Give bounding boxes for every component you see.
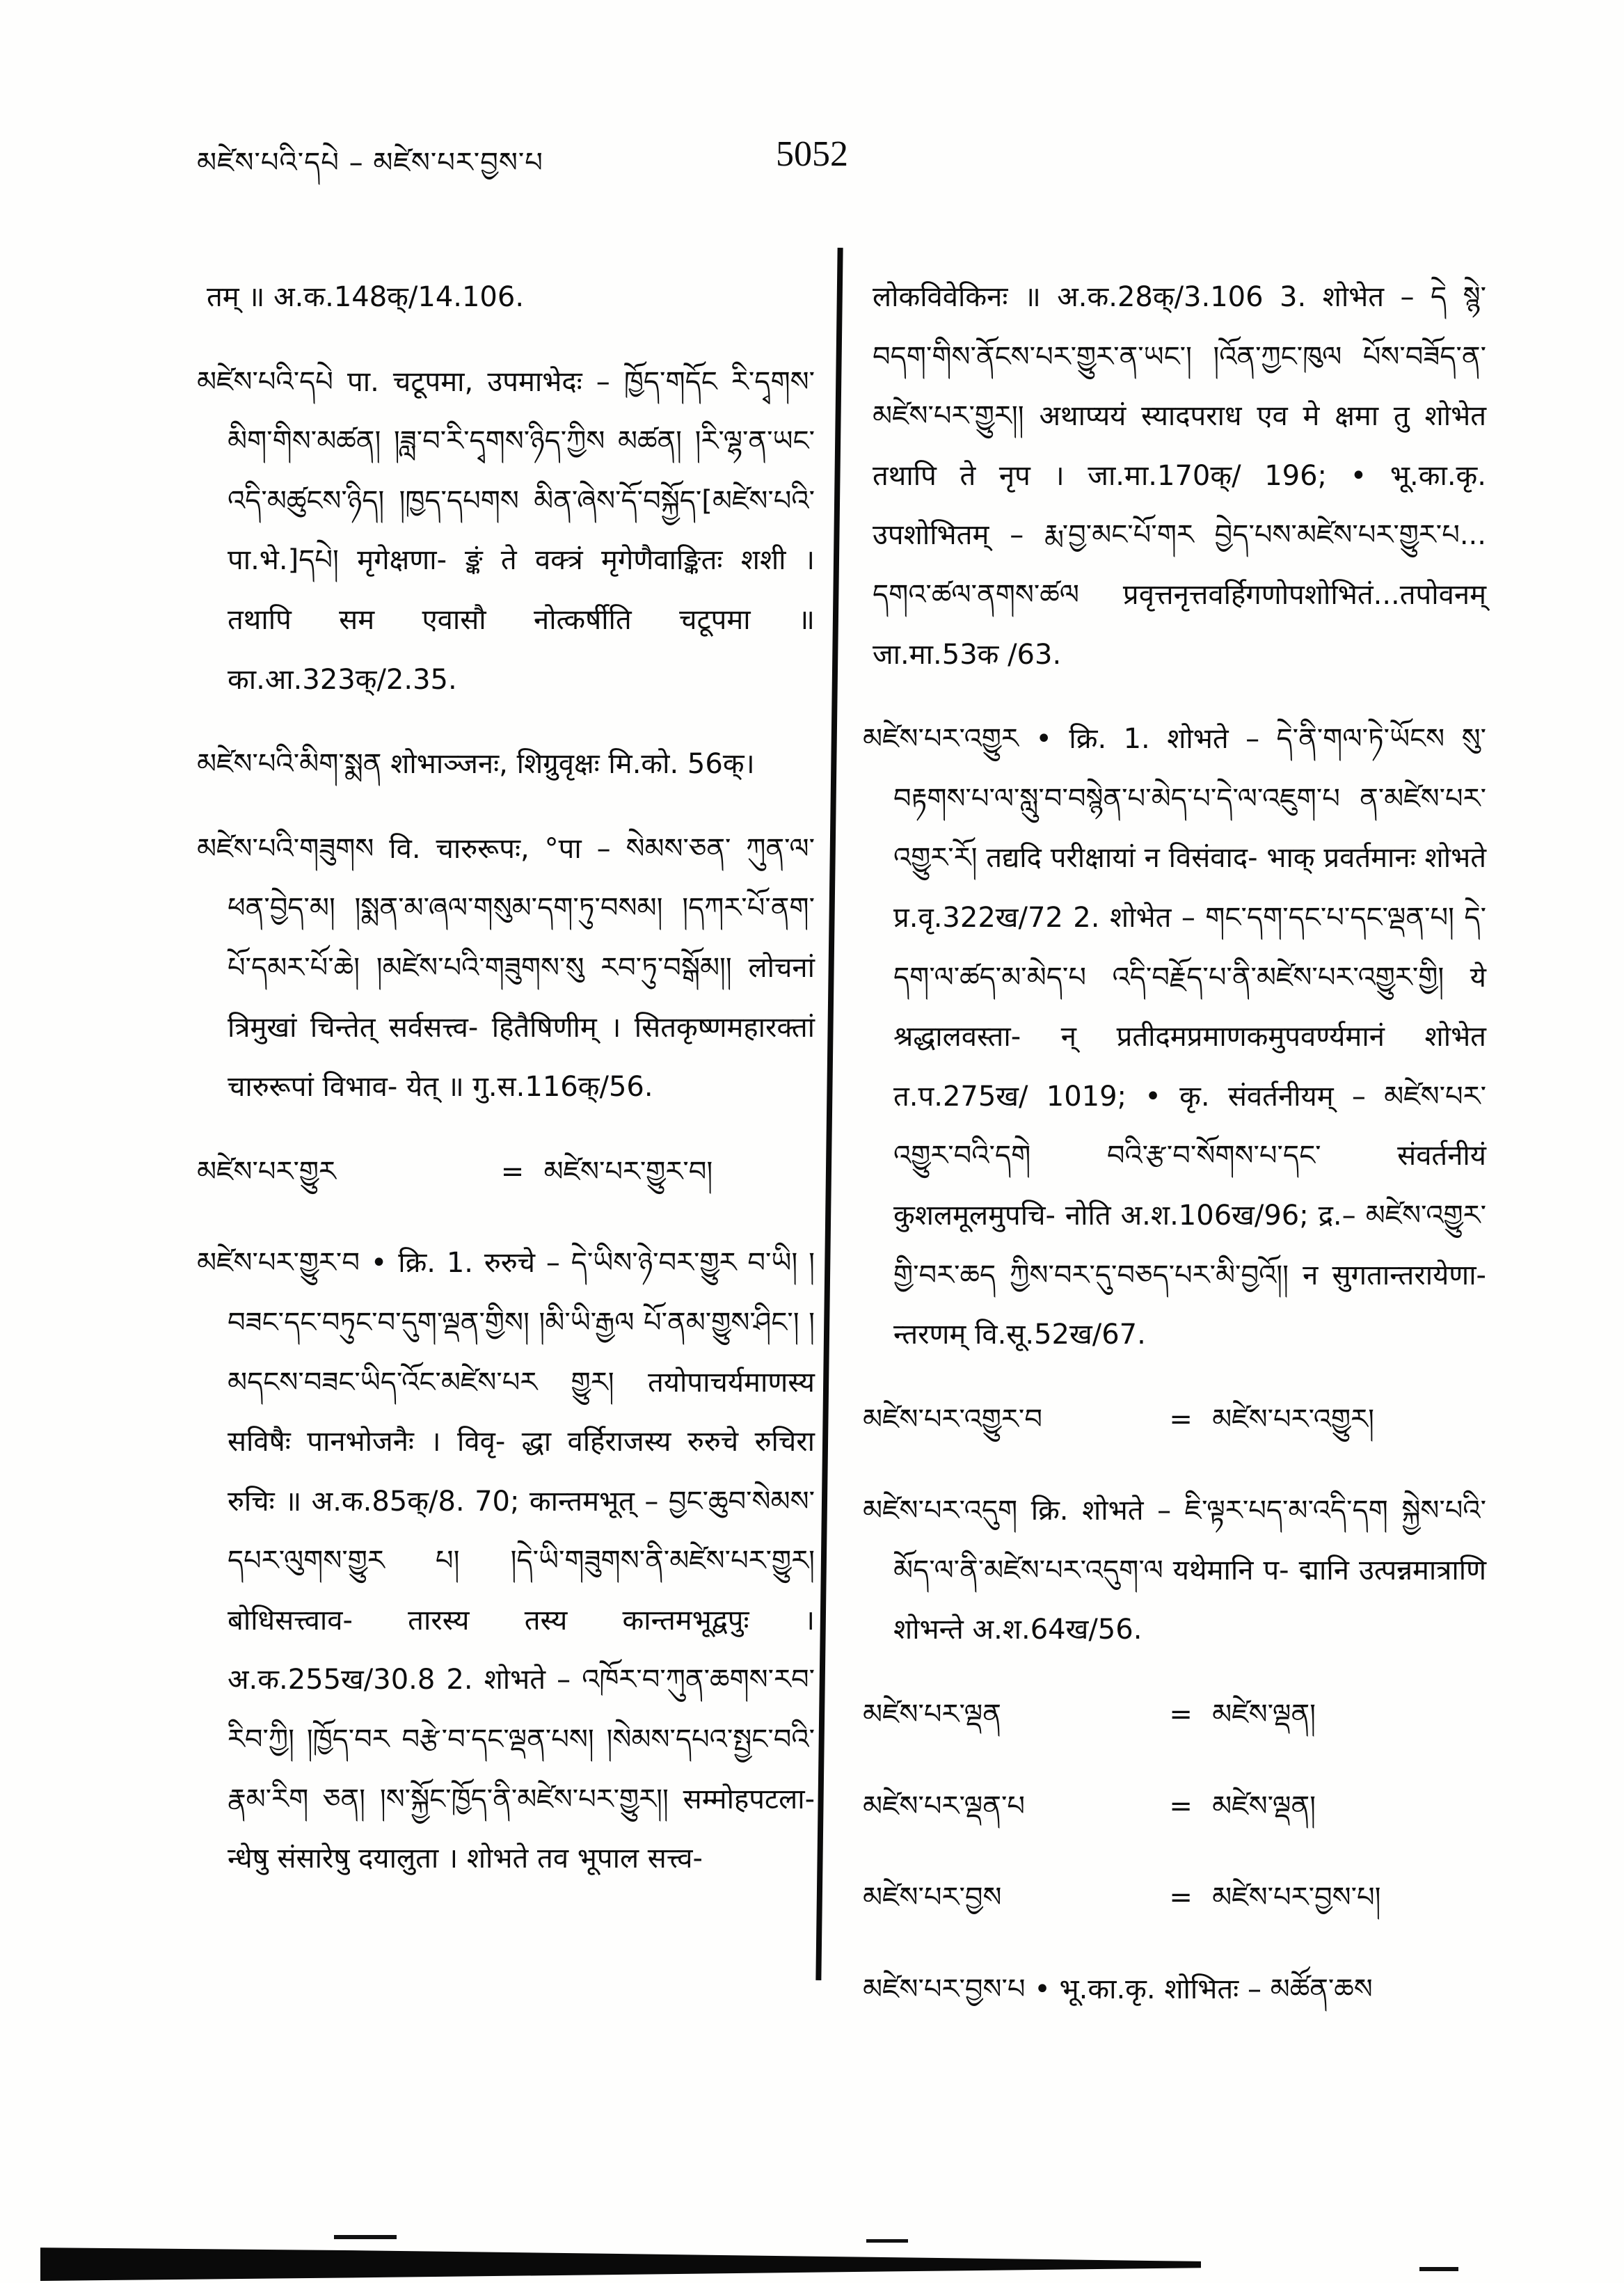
right-column bbox=[863, 268, 1486, 2044]
dictionary-entry: མཛེས་པར་འགྱུར • क्रि. 1. शोभते – དེ་ནི་གལ་ཏེ་ཡོངས སུ་བརྟགས་པ་ལ་སླུ་བ་བསྙེན་པ་མེད་པ་དེ་ལ་འཇུག་པ ན་མཛེས་པར་འགྱུར་རོ། तद्यदि परीक्षायां न विसंवाद- भाक् प्रवर्तमानः शोभते प्र.वृ.322ख/72 2. शोभेत – གང་དག་དང་པ་དང་ལྡན་པ། དེ་དག་ལ་ཚད་མ་མེད་པ འདི་བརྗོད་པ་ནི་མཛེས་པར་འགྱུར་གྱི། ये श्रद्धालवस्ता- न् प्रतीदमप्रमाणकमुपवर्ण्यमानं शोभेत त.प.275ख/ 1019; • कृ. संवर्तनीयम् – མཛེས་པར་འགྱུར་བའི་དགེ བའི་རྩ་བ་སོགས་པ་དང་ संवर्तनीयं कुशलमूलमुपचि- नोति अ.श.106ख/96; द्र.– མཛེས་འགྱུར་གྱི་བར་ཆད ཀྱིས་བར་དུ་བཅད་པར་མི་བྱའོ།། न सुगतान्तरायेणा- न्तरणम् वि.सू.52ख/67. bbox=[863, 723, 1486, 1351]
equation-row bbox=[863, 1685, 1486, 1745]
equals-sign: = bbox=[1169, 1882, 1193, 1914]
continuation-paragraph: तम् ॥ अ.क.148क्/14.106. bbox=[207, 281, 525, 313]
equation-crossref: མཛེས་པར་བྱས་པ། bbox=[1212, 1882, 1381, 1914]
equals-sign: = bbox=[1169, 1699, 1193, 1731]
dictionary-entry: མཛེས་པའི་གཟུགས वि. चारुरूपः, °पा – སེམས་ཅན་ ཀུན་ལ་ཕན་བྱེད་མ། །སྨན་མ་ཞལ་གསུམ་དག་ཏུ་བསམ། །དཀར་པོ་ནག་པོ་དམར་པོ་ཆེ། །མཛེས་པའི་གཟུགས་སུ རབ་ཏུ་བསྒོམ།། लोचनां त्रिमुखां चिन्तेत् सर्वसत्त्व- हितैषिणीम् । सितकृष्णमहारक्तां चारुरूपां विभाव- येत् ॥ गु.स.116क्/56. bbox=[197, 832, 815, 1104]
equation-row bbox=[863, 1868, 1486, 1928]
equation-row bbox=[863, 1777, 1486, 1837]
equals-sign: = bbox=[1169, 1790, 1193, 1822]
dictionary-entry: མཛེས་པར་འདུག क्रि. शोभते – ཇི་ལྟར་པད་མ་འདི་དག སྐྱེས་པའི་མོད་ལ་ནི་མཛེས་པར་འདུག་ལ यथेमानि प- द्मानि उत्पन्नमात्राणि शोभन्ते अ.श.64ख/56. bbox=[863, 1495, 1486, 1646]
equation-headword: མཛེས་པར་ལྡན bbox=[863, 1699, 1001, 1731]
equation-headword: མཛེས་པར་ལྡན་པ bbox=[863, 1790, 1025, 1822]
dictionary-entry: མཛེས་པའི་དཔེ पा. चटूपमा, उपमाभेदः – ཁྱོད་གདོང རི་དྭགས་མིག་གིས་མཚན། །ཟླ་བ་རི་དྭགས་ཉིད་ཀྱིས མཚན། །རི་ལྷ་ན་ཡང་འདི་མཚུངས་ཉིད། །ཁྱད་དཔགས མིན་ཞེས་དོ་བསྐྱོད་[མཛེས་པའི་ पा.भे.]དཔེ། मृगेक्षणा- ङ्कं ते वक्त्रं मृगेणैवाङ्कितः शशी । तथापि सम एवासौ नोत्कर्षीति चटूपमा ॥ का.आ.323क्/2.35. bbox=[197, 365, 815, 696]
equation-headword: མཛེས་པར་འགྱུར་བ bbox=[863, 1403, 1042, 1435]
continuation-paragraph: लोकविवेकिनः ॥ अ.क.28क्/3.106 3. शोभेत – དེ སྙེ་བདག་གིས་ནོངས་པར་གྱུར་ན་ཡང་། །འོན་ཀྱང་ཁུལ པོས་བཟོད་ན་མཛེས་པར་གྱུར།། अथाप्ययं स्यादपराध एव मे क्षमा तु शोभेत तथापि ते नृप । जा.मा.170क्/ 196; • भू.का.कृ. उपशोभितम् – རྨ་བྱ་མང་པོ་གར བྱེད་པས་མཛེས་པར་གྱུར་པ... དགའ་ཚལ་ནགས་ཚལ प्रवृत्तनृत्तवर्हिगणोपशोभितं...तपोवनम् जा.मा.53क /63. bbox=[873, 281, 1486, 671]
equation-headword: མཛེས་པར་བྱས bbox=[863, 1882, 1002, 1914]
dictionary-entry: མཛེས་པར་བྱས་པ • भू.का.कृ. शोभितः – མཚོན་ཆས bbox=[863, 1973, 1373, 2005]
running-head: མཛེས་པའི་དཔེ – མཛེས་པར་བྱས་པ bbox=[197, 147, 543, 179]
equation-row bbox=[863, 1390, 1486, 1450]
equation-row bbox=[197, 1143, 815, 1202]
column-divider-rule bbox=[815, 248, 843, 1980]
equals-sign: = bbox=[500, 1155, 525, 1188]
page-number: 5052 bbox=[776, 134, 848, 174]
scan-speck bbox=[1419, 2267, 1458, 2271]
equation-crossref: མཛེས་ལྡན། bbox=[1212, 1699, 1316, 1731]
equation-crossref: མཛེས་པར་གྱུར་བ། bbox=[543, 1155, 713, 1188]
left-column bbox=[197, 268, 815, 1914]
scan-speck bbox=[866, 2239, 908, 2243]
equation-crossref: མཛེས་པར་འགྱུར། bbox=[1212, 1403, 1374, 1435]
equation-crossref: མཛེས་ལྡན། bbox=[1212, 1790, 1316, 1822]
equals-sign: = bbox=[1169, 1403, 1193, 1435]
scan-speck bbox=[334, 2235, 397, 2239]
scan-gutter-smudge bbox=[40, 2245, 1201, 2281]
dictionary-entry: མཛེས་པའི་མིག་སྨན शोभाञ्जनः, शिग्रुवृक्षः मि.को. 56क्। bbox=[197, 748, 755, 781]
dictionary-entry: མཛེས་པར་གྱུར་བ • क्रि. 1. रुरुचे – དེ་ཡིས་ཉེ་བར་གྱུར བ་ཡི། །བཟང་དང་བཏུང་བ་དུག་ལྡན་གྱིས། །མི་ཡི་རྒྱལ པོ་ནམ་གྱུས་ཤིང་། །མདངས་བཟང་ཡིད་འོང་མཛེས་པར གྱུར། तयोपाचर्यमाणस्य सविषैः पानभोजनैः । विवृ- द्धा वर्हिराजस्य रुरुचे रुचिरा रुचिः ॥ अ.क.85क्/8. 70; कान्तमभूत् – བྱང་ཆུབ་སེམས་དཔར་ལུགས་གྱུར པ། །དེ་ཡི་གཟུགས་ནི་མཛེས་པར་གྱུར། बोधिसत्त्वाव- तारस्य तस्य कान्तमभूद्वपुः । अ.क.255ख/30.8 2. शोभते – འཁོར་བ་ཀུན་ཆགས་རབ་རིབ་ཀྱི། །ཁྱོད་བར བརྩེ་བ་དང་ལྡན་པས། །སེམས་དཔའ་སྤྱང་བའི་རྣམ་རིག ཅན། །ས་སྐྱོང་ཁྱོད་ནི་མཛེས་པར་གྱུར།། सम्मोहपटला- न्धेषु संसारेषु दयालुता । शोभते तव भूपाल सत्त्व- bbox=[197, 1247, 815, 1875]
equation-headword: མཛེས་པར་གྱུར bbox=[197, 1155, 336, 1188]
